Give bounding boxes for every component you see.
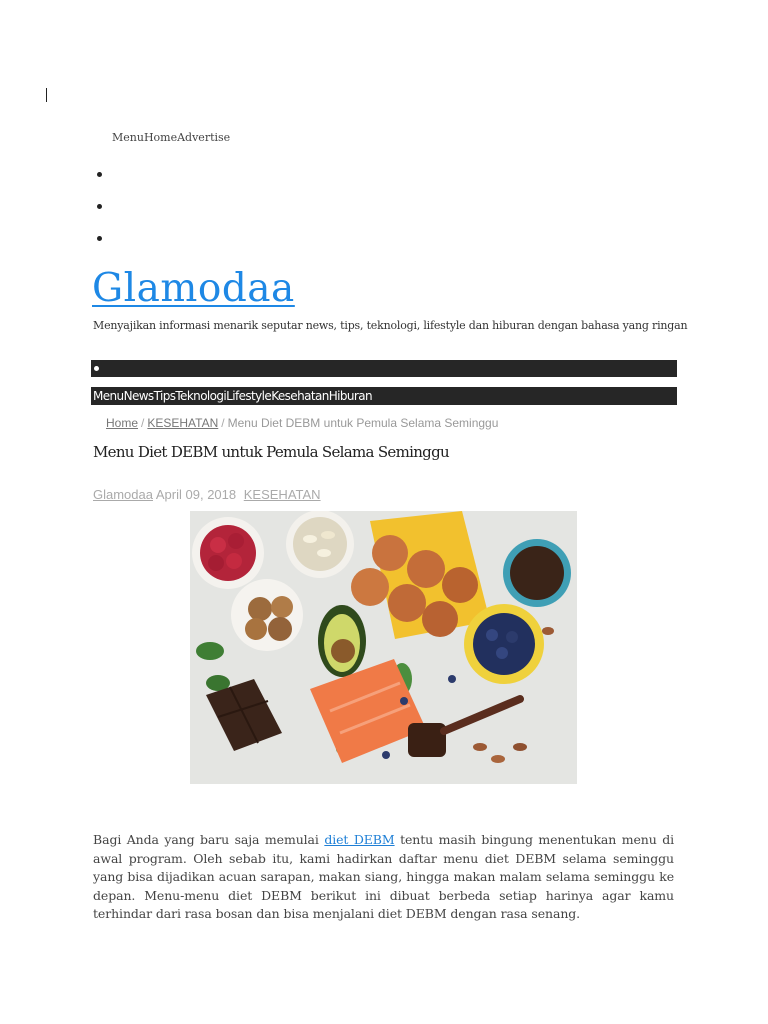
post-category-link[interactable]: KESEHATAN bbox=[243, 487, 321, 502]
breadcrumb-separator: / bbox=[221, 416, 225, 430]
post-author-link[interactable]: Glamodaa bbox=[93, 487, 153, 502]
nav-item-tips[interactable]: Tips bbox=[153, 389, 176, 403]
top-menu-advertise[interactable]: Advertise bbox=[177, 131, 231, 144]
post-body bbox=[93, 831, 674, 924]
breadcrumb-home[interactable]: Home bbox=[106, 416, 139, 430]
list-bullet bbox=[97, 236, 102, 241]
top-menu-menu[interactable]: Menu bbox=[112, 131, 144, 144]
nav-item-kesehatan[interactable]: Kesehatan bbox=[271, 389, 329, 403]
post-title: Menu Diet DEBM untuk Pemula Selama Seminggu bbox=[93, 443, 449, 461]
diet-debm-link[interactable]: diet DEBM bbox=[324, 832, 395, 847]
nav-bullet bbox=[94, 366, 99, 371]
nav-item-menu[interactable]: Menu bbox=[93, 389, 124, 403]
post-meta bbox=[93, 487, 321, 502]
breadcrumb-current: Menu Diet DEBM untuk Pemula Selama Seminggu bbox=[227, 416, 499, 430]
breadcrumb-separator: / bbox=[141, 416, 145, 430]
post-body-intro: Bagi Anda yang baru saja memulai bbox=[93, 832, 325, 847]
site-title-link[interactable]: Glamodaa bbox=[92, 266, 295, 311]
top-menu bbox=[112, 131, 230, 144]
nav-item-teknologi[interactable]: Teknologi bbox=[175, 389, 227, 403]
nav-item-lifestyle[interactable]: Lifestyle bbox=[226, 389, 272, 403]
nav-bar-top bbox=[91, 360, 677, 377]
breadcrumb bbox=[106, 416, 498, 430]
post-body-rest: tentu masih bingung menentukan menu di awal program. Oleh sebab itu, kami hadirkan daftar menu diet DEBM selama seminggu yang bisa dijadikan acuan sarapan, makan siang, hingga makan malam selama seminggu ke depan. Menu-menu diet DEBM berikut ini dibuat berbeda setiap harinya agar kamu terhindar dari rasa bosan dan bisa menjalani diet DEBM dengan rasa senang. bbox=[93, 832, 674, 922]
breadcrumb-category[interactable]: KESEHATAN bbox=[147, 416, 219, 430]
post-hero-image bbox=[190, 511, 577, 784]
top-menu-home[interactable]: Home bbox=[143, 131, 178, 144]
list-bullet bbox=[97, 204, 102, 209]
site-tagline: Menyajikan informasi menarik seputar news, tips, teknologi, lifestyle dan hiburan dengan bahasa yang ringan bbox=[93, 319, 688, 332]
nav-item-hiburan[interactable]: Hiburan bbox=[328, 389, 372, 403]
empty-list bbox=[97, 172, 102, 268]
text-cursor bbox=[46, 88, 47, 102]
nav-item-news[interactable]: News bbox=[123, 389, 154, 403]
food-photo bbox=[190, 511, 577, 784]
post-date: April 09, 2018 bbox=[155, 487, 237, 502]
list-bullet bbox=[97, 172, 102, 177]
main-nav bbox=[91, 387, 677, 405]
